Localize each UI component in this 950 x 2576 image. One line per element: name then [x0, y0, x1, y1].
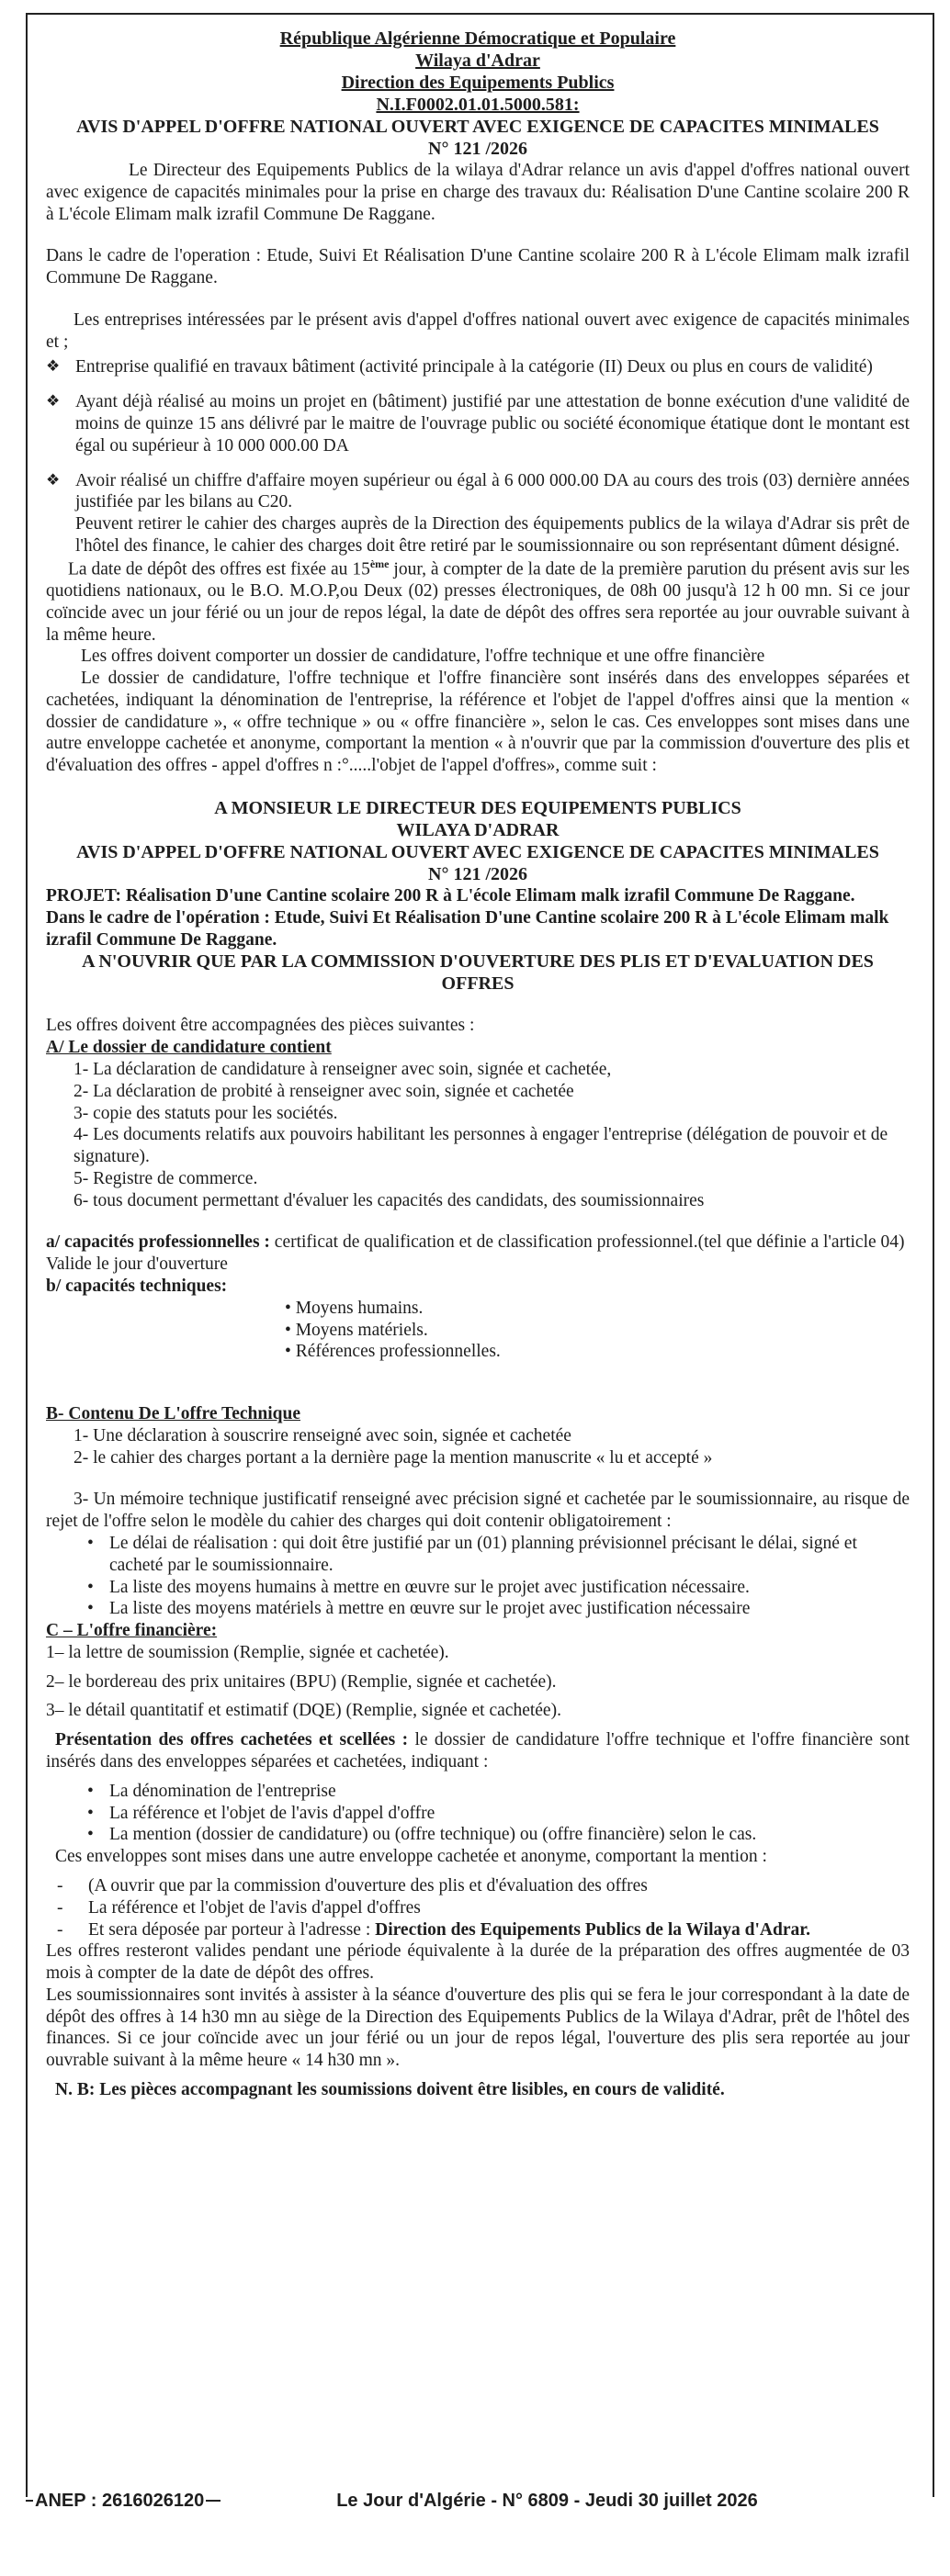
- criterion-item: ❖ Ayant déjà réalisé au moins un projet en (bâtiment) justifié par une attestation de bonne exécution d'une validité de moins de quinze 15 ans délivré par le maitre de l'ouvrage public ou société économique étatique dont le montant est égal ou supérieur à 10 000 000.00 DA: [46, 392, 910, 456]
- memoire-technique: 3- Un mémoire technique justificatif renseigné avec précision signé et cachetée par le soumissionnaire, au risque de rejet de l'offre selon le modèle du cahier des charges qui doit contenir obligatoirement :: [46, 1490, 910, 1532]
- diamond-bullet-icon: ❖: [46, 392, 61, 411]
- list-item: 1- La déclaration de candidature à renseigner avec soin, signée et cachetée,: [74, 1059, 612, 1079]
- offre-financiere-title: C – L'offre financière:: [46, 1621, 218, 1641]
- envelope-title: AVIS D'APPEL D'OFFRE NATIONAL OUVERT AVEC EXIGENCE DE CAPACITES MINIMALES: [76, 842, 879, 863]
- list-item: • La référence et l'objet de l'avis d'appel d'offre: [87, 1803, 435, 1823]
- presentation-paragraph: Présentation des offres cachetées et scellées : le dossier de candidature l'offre technique et l'offre financière sont insérés dans des enveloppes séparées et cachetées, indiquant :: [46, 1730, 910, 1772]
- list-item: 1- Une déclaration à souscrire renseigné avec soin, signée et cachetée: [74, 1425, 571, 1445]
- depot-paragraph: La date de dépôt des offres est fixée au 15ème jour, à compter de la date de la première parution du présent avis sur les quotidiens nationaux, ou le B.O. M.O.P,ou Deux (02) presses électroniques, de 08h 00 jusqu'à 12 h 00 mn. Si ce jour coïncide avec un jour férié ou un jour de repos légal, la date de dépôt des offres sera reportée au jour ouvrable suivant à la même heure.: [46, 557, 910, 645]
- operation-paragraph: Dans le cadre de l'operation : Etude, Suivi Et Réalisation D'une Cantine scolaire 200 R à L'école Elimam malk izrafil Commune De Raggane.: [46, 246, 910, 288]
- list-item: • Références professionnelles.: [285, 1342, 501, 1362]
- offres-paragraph: Les offres doivent comporter un dossier de candidature, l'offre technique et une offre financière: [81, 647, 765, 667]
- criterion-item: ❖ Entreprise qualifié en travaux bâtiment (activité principale à la catégorie (II) Deux ou plus en cours de validité): [46, 357, 873, 377]
- list-item: 1– la lettre de soumission (Remplie, signée et cachetée).: [46, 1642, 449, 1662]
- validite-paragraph: Les offres resteront valides pendant une période équivalente à la durée de la préparation des offres augmentée de 03 mois à compter de la date de dépôt des offres.: [46, 1941, 910, 1984]
- list-item: 2- le cahier des charges portant a la dernière page la mention manuscrite « lu et accepté »: [74, 1447, 713, 1468]
- retrait-paragraph: Peuvent retirer le cahier des charges auprès de la Direction des équipements publics de la wilaya d'Adrar sis prêt de l'hôtel des finance, le cahier des charges doit être retiré par le soumissionnaire ou son représentant dûment désigné.: [75, 514, 910, 556]
- anep-reference: ANEP : 2616026120: [35, 2490, 205, 2511]
- list-item: 4- Les documents relatifs aux pouvoirs habilitant les personnes à engager l'entreprise (délégation de pouvoir et de signature).: [74, 1125, 888, 1167]
- criterion-item: ❖ Avoir réalisé un chiffre d'affaire moyen supérieur ou égal à 6 000 000.00 DA au cours des trois (03) dernière années justifiée par les bilans au C20.: [46, 470, 910, 512]
- enveloppes-paragraph: Le dossier de candidature, l'offre technique et l'offre financière sont insérés dans des enveloppes séparées et cachetées, indiquant la dénomination de l'entreprise, la référence et l'objet de l'appel d'offres ainsi que la mention « dossier de candidature », « offre technique » ou « offre financière », selon le cas. Ces enveloppes sont mises dans une autre enveloppe cachetée et anonyme, comportant la mention « à n'ouvrir que par la commission d'ouverture des plis et d'évaluation des offres - appel d'offres n :°.....l'objet de l'appel d'offres», comme suit :: [46, 669, 910, 776]
- footer-bar: [26, 2487, 933, 2514]
- notice-title: AVIS D'APPEL D'OFFRE NATIONAL OUVERT AVEC EXIGENCE DE CAPACITES MINIMALES: [76, 117, 879, 137]
- list-item: • Le délai de réalisation : qui doit être justifié par un (01) planning prévisionnel précisant le délai, signé et cacheté par le soumissionnaire.: [87, 1534, 857, 1575]
- eligibility-intro: Les entreprises intéressées par le présent avis d'appel d'offres national ouvert avec exigence de capacités minimales et ;: [46, 309, 910, 352]
- list-item: 5- Registre de commerce.: [74, 1168, 258, 1188]
- envelope-wilaya: WILAYA D'ADRAR: [396, 820, 560, 841]
- list-item: - (A ouvrir que par la commission d'ouverture des plis et d'évaluation des offres: [57, 1875, 648, 1895]
- list-item: • La mention (dossier de candidature) ou (offre technique) ou (offre financière) selon le cas.: [87, 1825, 757, 1845]
- pieces-intro: Les offres doivent être accompagnées des pièces suivantes :: [46, 1016, 475, 1036]
- envelope-number: N° 121 /2026: [428, 864, 527, 885]
- list-item: 6- tous document permettant d'évaluer les capacités des candidats, des soumissionnaires: [74, 1190, 705, 1210]
- list-item: • La liste des moyens humains à mettre en œuvre sur le projet avec justification nécessaire.: [87, 1577, 750, 1597]
- intro-paragraph: Le Directeur des Equipements Publics de la wilaya d'Adrar relance un avis d'appel d'offres national ouvert avec exigence de capacités minimales pour la prise en charge des travaux du: Réalisation D'une Cantine scolaire 200 R à L'école Elimam malk izrafil Commune De Raggane.: [46, 161, 910, 224]
- capacites-techniques-title: b/ capacités techniques:: [46, 1276, 228, 1296]
- list-item: • La liste des moyens matériels à mettre en œuvre sur le projet avec justification nécessaire: [87, 1599, 751, 1619]
- list-item: - La référence et l'objet de l'avis d'appel d'offres: [57, 1897, 421, 1918]
- journal-reference: Le Jour d'Algérie - N° 6809 - Jeudi 30 juillet 2026: [336, 2490, 758, 2511]
- notice-content: [46, 28, 910, 2101]
- list-item: 3- copie des statuts pour les sociétés.: [74, 1103, 338, 1123]
- envelope-operation: Dans le cadre de l'opération : Etude, Suivi Et Réalisation D'une Cantine scolaire 200 R à L'école Elimam malk izrafil Commune De Raggane.: [46, 907, 889, 950]
- list-item: • Moyens matériels.: [285, 1320, 428, 1340]
- diamond-bullet-icon: ❖: [46, 357, 61, 376]
- seance-paragraph: Les soumissionnaires sont invités à assister à la séance d'ouverture des plis qui se fera le jour correspondant à la date de dépôt des offres à 14 h30 mn au siège de la Direction des Equipements Publics de la Wilaya d'Adrar, prêt de l'hôtel des finances. Si ce jour coïncide avec un jour férié ou un jour de repos légal, l'ouverture des plis sera reportée au jour ouvrable suivant à la même heure « 14 h30 mn ».: [46, 1985, 910, 2071]
- envelope-no-open: A N'OUVRIR QUE PAR LA COMMISSION D'OUVERTURE DES PLIS ET D'EVALUATION DES OFFRES: [82, 951, 874, 995]
- envelope-project: PROJET: Réalisation D'une Cantine scolaire 200 R à L'école Elimam malk izrafil Commune De Raggane.: [46, 886, 855, 906]
- nb-note: N. B: Les pièces accompagnant les soumissions doivent être lisibles, en cours de validité.: [55, 2079, 725, 2099]
- notice-number: N° 121 /2026: [428, 139, 527, 159]
- diamond-bullet-icon: ❖: [46, 470, 61, 489]
- republic-heading: République Algérienne Démocratique et Populaire: [279, 28, 676, 49]
- list-item: 2– le bordereau des prix unitaires (BPU) (Remplie, signée et cachetée).: [46, 1671, 557, 1692]
- capacites-professionnelles: a/ capacités professionnelles : certificat de qualification et de classification professionnel.(tel que définie a l'article 04) Valide le jour d'ouverture: [46, 1232, 905, 1275]
- list-item: • Moyens humains.: [285, 1298, 424, 1318]
- list-item: 2- La déclaration de probité à renseigner avec soin, signée et cachetée: [74, 1081, 574, 1101]
- nif-heading: N.I.F0002.01.01.5000.581:: [376, 95, 580, 115]
- dossier-candidature-title: A/ Le dossier de candidature contient: [46, 1038, 332, 1058]
- direction-heading: Direction des Equipements Publics: [341, 73, 615, 93]
- list-item: 3– le détail quantitatif et estimatif (DQE) (Remplie, signée et cachetée).: [46, 1701, 561, 1721]
- enveloppe-mention: Ces enveloppes sont mises dans une autre enveloppe cachetée et anonyme, comportant la mention :: [55, 1847, 767, 1867]
- offre-technique-title: B- Contenu De L'offre Technique: [46, 1404, 300, 1424]
- list-item: • La dénomination de l'entreprise: [87, 1781, 336, 1801]
- list-item: - Et sera déposée par porteur à l'adresse : Direction des Equipements Publics de la Wilaya d'Adrar.: [57, 1919, 810, 1940]
- envelope-addressee: A MONSIEUR LE DIRECTEUR DES EQUIPEMENTS PUBLICS: [214, 798, 741, 819]
- wilaya-heading: Wilaya d'Adrar: [415, 51, 540, 71]
